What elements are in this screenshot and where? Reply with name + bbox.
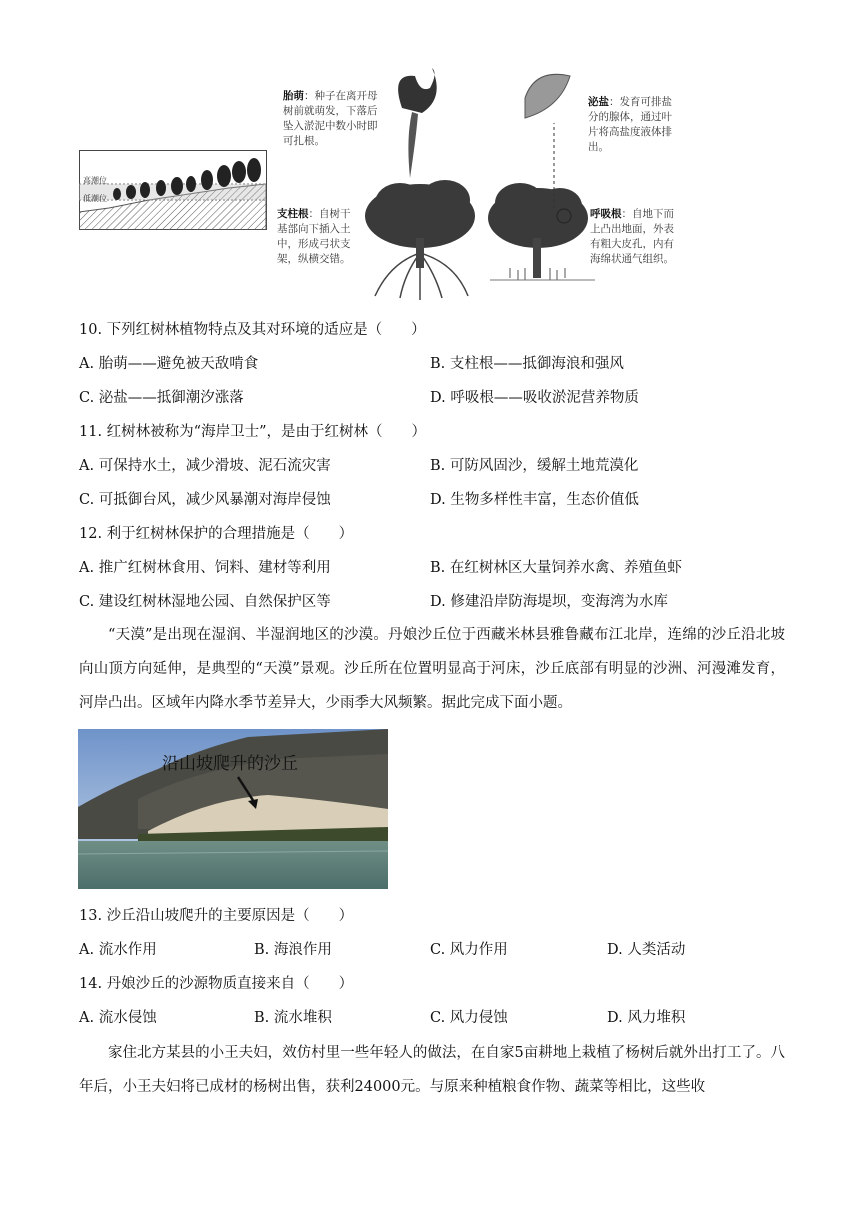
prop-root-title: 支柱根 [277,208,309,220]
low-tide-label: 低潮位 [83,194,107,203]
breath-root-title: 呼吸根 [590,208,622,220]
q11-option-c[interactable]: C. 可抵御台风，减少风暴潮对海岸侵蚀 [79,492,331,508]
q10-option-b[interactable]: B. 支柱根——抵御海浪和强风 [430,356,624,372]
q11-option-a[interactable]: A. 可保持水土，减少滑坡、泥石流灾害 [79,458,331,474]
q11-option-d[interactable]: D. 生物多样性丰富，生态价值低 [430,492,639,508]
q10-option-d[interactable]: D. 呼吸根——吸收淤泥营养物质 [430,390,639,406]
vivipary-label [283,89,378,149]
q14-option-a[interactable]: A. 流水侵蚀 [79,1010,157,1026]
high-tide-label: 高潮位 [83,176,107,185]
salt-label [588,95,673,155]
q10-option-c[interactable]: C. 泌盐——抵御潮汐涨落 [79,390,244,406]
breath-root-text: ：自地下而上凸出地面，外表有粗大皮孔，内有海绵状通气组织。 [590,208,674,265]
salt-text: ：发育可排盐分的腺体，通过叶片将高盐度液体排出。 [588,96,672,153]
q13-option-a[interactable]: A. 流水作用 [79,942,157,958]
breath-root-label [590,207,675,267]
salt-title: 泌盐 [588,96,609,108]
passage-poplar: 家住北方某县的小王夫妇，效仿村里一些年轻人的做法，在自家5亩耕地上栽植了杨树后就外出打工了。八年后，小王夫妇将已成材的杨树出售，获利24000元。与原来种植粮食作物、蔬菜等相比，这些收 [79,1045,785,1095]
sand-dune-photo [78,729,388,889]
cross-section-diagram [79,150,267,230]
q12-option-b[interactable]: B. 在红树林区大量饲养水禽、养殖鱼虾 [430,560,682,576]
q14-stem: 14. 丹娘沙丘的沙源物质直接来自（ ） [79,976,354,992]
vivipary-title: 胎萌 [283,90,304,102]
prop-root-text: ：自树干基部向下插入土中，形成弓状支架，纵横交错。 [277,208,351,265]
q12-option-a[interactable]: A. 推广红树林食用、饲料、建材等利用 [79,560,331,576]
mangrove-trees-drawing [360,68,600,303]
q14-option-d[interactable]: D. 风力堆积 [607,1010,686,1026]
q12-option-d[interactable]: D. 修建沿岸防海堤坝，变海湾为水库 [430,594,668,610]
q12-option-c[interactable]: C. 建设红树林湿地公园、自然保护区等 [79,594,331,610]
q11-option-b[interactable]: B. 可防风固沙，缓解土地荒漠化 [430,458,639,474]
passage-tianmo: “天漠”是出现在湿润、半湿润地区的沙漠。丹娘沙丘位于西藏米林县雅鲁藏布江北岸，连绵的沙丘沿北坡向山顶方向延伸，是典型的“天漠”景观。沙丘所在位置明显高于河床，沙丘底部有明显的沙洲、河漫滩发育，河岸凸出。区域年内降水季节差异大，少雨季大风频繁。据此完成下面小题。 [79,627,785,711]
q10-stem: 10. 下列红树林植物特点及其对环境的适应是（ ） [79,322,426,338]
q13-option-b[interactable]: B. 海浪作用 [254,942,332,958]
q12-stem: 12. 利于红树林保护的合理措施是（ ） [79,526,354,542]
q13-stem: 13. 沙丘沿山坡爬升的主要原因是（ ） [79,908,354,924]
q11-stem: 11. 红树林被称为“海岸卫士”，是由于红树林（ ） [79,424,426,440]
q14-option-b[interactable]: B. 流水堆积 [254,1010,332,1026]
q14-option-c[interactable]: C. 风力侵蚀 [430,1010,508,1026]
q10-option-a[interactable]: A. 胎萌——避免被天敌啃食 [79,356,259,372]
q13-option-c[interactable]: C. 风力作用 [430,942,508,958]
q13-option-d[interactable]: D. 人类活动 [607,942,686,958]
photo-caption: 沿山坡爬升的沙丘 [162,754,298,774]
vivipary-text: ：种子在离开母树前就萌发，下落后坠入淤泥中数小时即可扎根。 [283,90,378,147]
prop-root-label [277,207,357,267]
mangrove-adaptation-illustration [360,68,600,303]
mangrove-cross-section-figure [79,150,267,230]
